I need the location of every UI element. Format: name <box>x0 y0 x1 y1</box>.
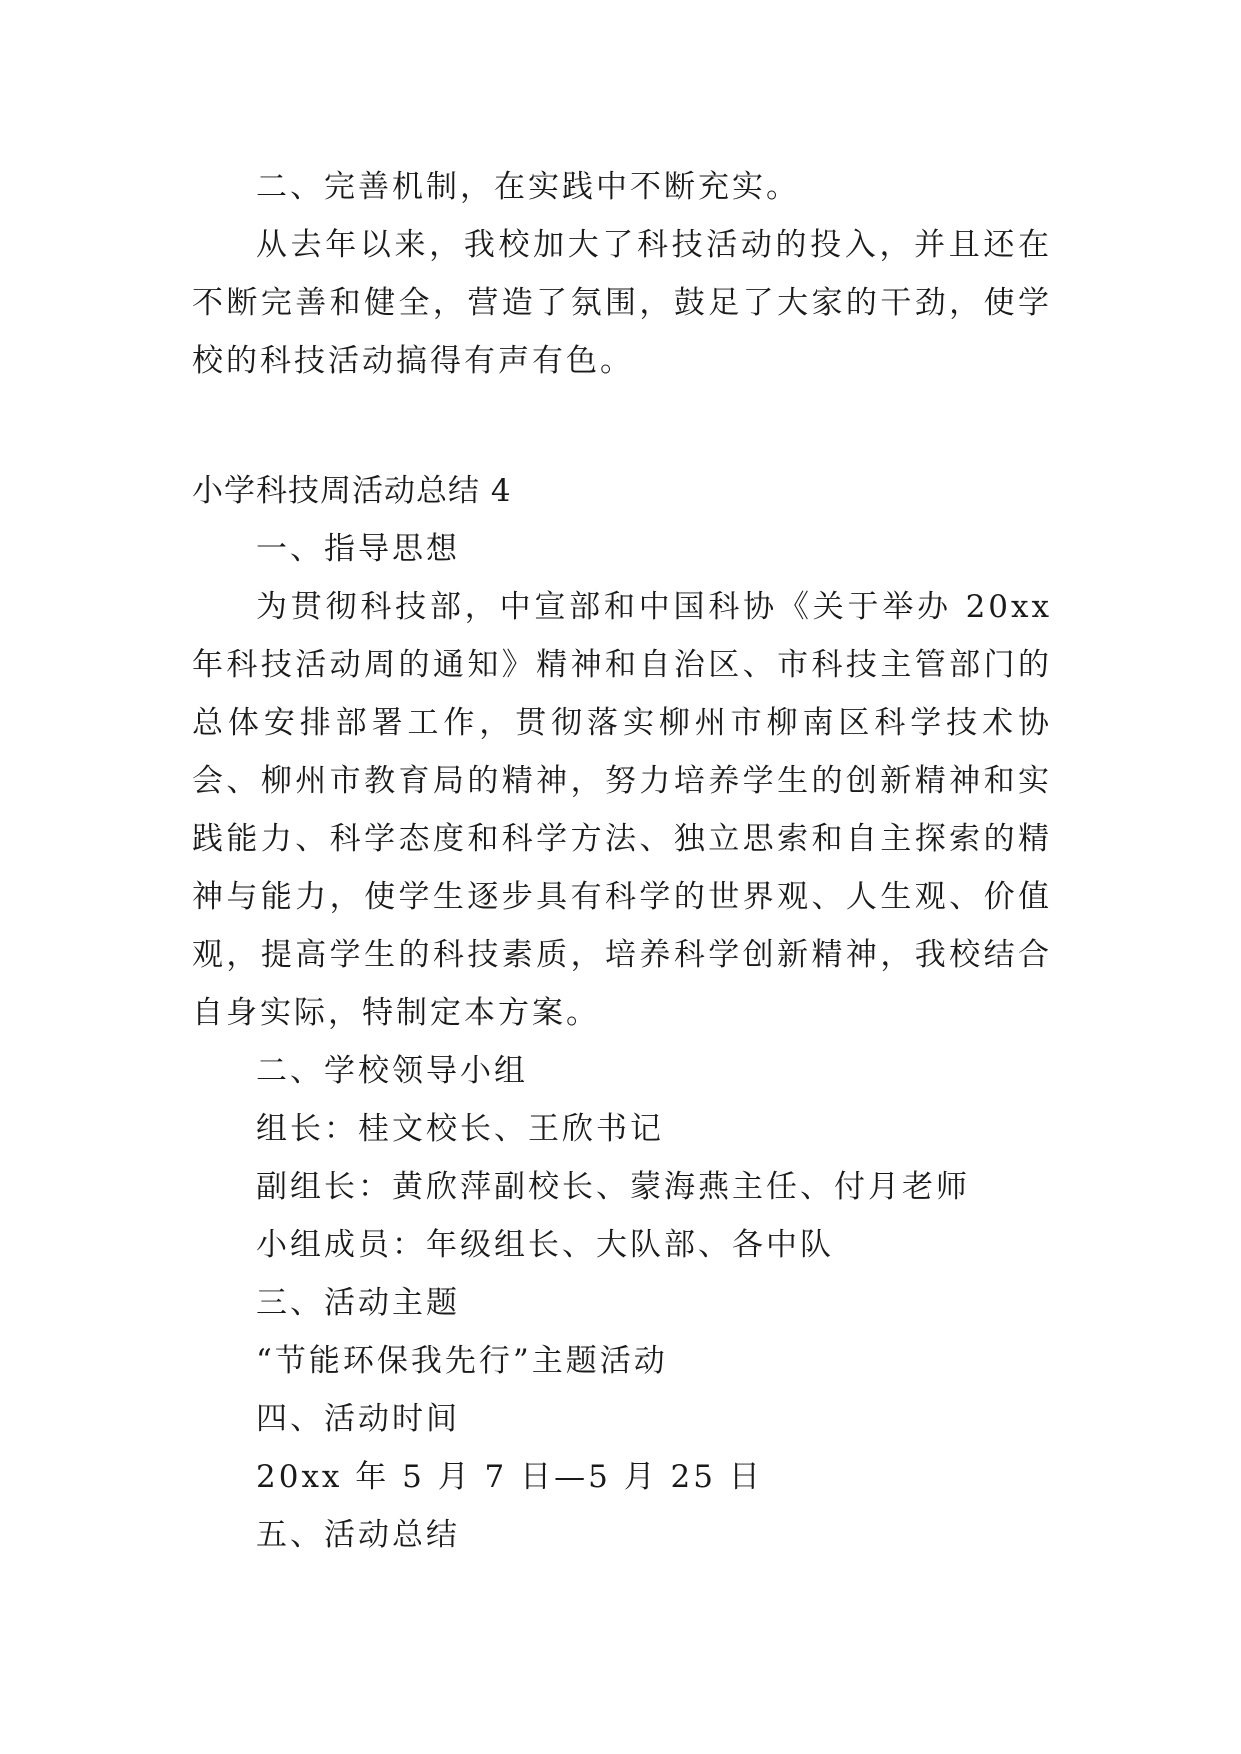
subheading: 二、学校领导小组 <box>256 1053 528 1089</box>
paragraph: 为贯彻科技部，中宣部和中国科协《关于举办 20xx 年科技活动周的通知》精神和自治区、市科技主管部门的总体安排部署工作，贯彻落实柳州市柳南区科学技术协会、柳州市教育局的精神，努力培养学生的创新精神和实践能力、科学态度和科学方法、独立思索和自主探索的精神与能力，使学生逐步具有科学的世界观、人生观、价值观，提高学生的科技素质，培养科学创新精神，我校结合自身实际，特制定本方案。 <box>192 589 1052 1031</box>
subheading: 五、活动总结 <box>256 1517 460 1553</box>
list-item: 副组长：黄欣萍副校长、蒙海燕主任、付月老师 <box>256 1169 970 1205</box>
subheading: 三、活动主题 <box>256 1285 460 1321</box>
list-item: 小组成员：年级组长、大队部、各中队 <box>256 1227 834 1263</box>
list-item: 组长：桂文校长、王欣书记 <box>256 1111 664 1147</box>
paragraph: 从去年以来，我校加大了科技活动的投入，并且还在不断完善和健全，营造了氛围，鼓足了大家的干劲，使学校的科技活动搞得有声有色。 <box>192 227 1052 379</box>
section-spacer <box>192 390 1052 462</box>
document-body <box>192 158 1052 1564</box>
paragraph: 二、完善机制，在实践中不断充实。 <box>256 169 800 205</box>
paragraph: 20xx 年 5 月 7 日—5 月 25 日 <box>256 1459 763 1495</box>
subheading: 一、指导思想 <box>256 531 460 567</box>
paragraph: “节能环保我先行”主题活动 <box>256 1343 668 1379</box>
section-title: 小学科技周活动总结 4 <box>192 473 512 509</box>
subheading: 四、活动时间 <box>256 1401 460 1437</box>
